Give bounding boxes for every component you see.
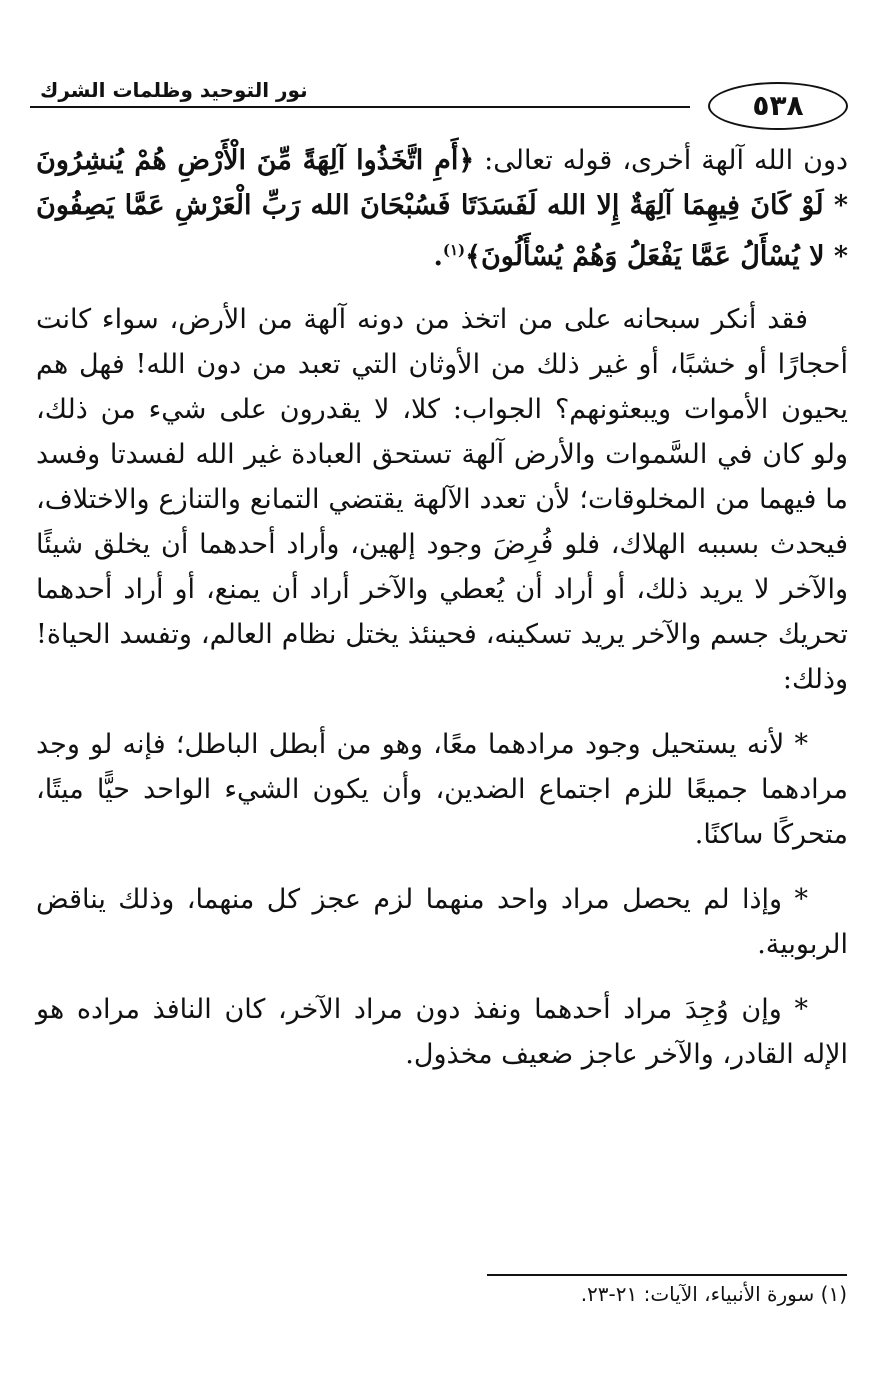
footnote: (١) سورة الأنبياء، الآيات: ٢١-٢٣. [580, 1282, 847, 1306]
point-1: * لأنه يستحيل وجود مرادهما معًا، وهو من أبطل الباطل؛ فإنه لو وجد مرادهما جميعًا للزم اجتماع الضدين، وأن يكون الشيء الواحد حيًّا ميتًا، متحركًا ساكنًا. [36, 729, 848, 850]
page-header [30, 70, 848, 130]
point-2: * وإذا لم يحصل مراد واحد منهما لزم عجز كل منهما، وذلك يناقض الربوبية. [36, 884, 848, 960]
page-body [36, 138, 848, 1097]
paragraph-1: فقد أنكر سبحانه على من اتخذ من دونه آلهة من الأرض، سواء كانت أحجارًا أو خشبًا، أو غير ذلك من الأوثان التي تعبد من دون الله! فهل هم يحيون الأموات ويبعثونهم؟ الجواب: كلا، لا يقدرون على شيء من ذلك، ولو كان في السَّموات والأرض آلهة تستحق العبادة غير الله لفسدتا وفسد ما فيهما من المخلوقات؛ لأن تعدد الآلهة يقتضي التمانع والتنازع والاختلاف، فيحدث بسببه الهلاك، فلو فُرِضَ وجود إلهين، وأراد أحدهما أن يخلق شيئًا والآخر لا يريد ذلك، أو أراد أن يُعطي والآخر أراد أن يمنع، أو أراد أحدهما تحريك جسم والآخر يريد تسكينه، فحينئذ يختل نظام العالم، وتفسد الحياة! وذلك: [36, 304, 848, 695]
verse-paragraph: دون الله آلهة أخرى، قوله تعالى: ﴿أَمِ اتَّخَذُوا آلِهَةً مِّنَ الْأَرْضِ هُمْ يُنشِرُونَ * لَوْ كَانَ فِيهِمَا آلِهَةٌ إِلا الله لَفَسَدَتَا فَسُبْحَانَ الله رَبِّ الْعَرْشِ عَمَّا يَصِفُونَ * لا يُسْأَلُ عَمَّا يَفْعَلُ وَهُمْ يُسْأَلُونَ﴾$^{(١)}$. [36, 145, 849, 272]
quran-verse: ﴿أَمِ اتَّخَذُوا آلِهَةً مِّنَ الْأَرْضِ هُمْ يُنشِرُونَ * لَوْ كَانَ فِيهِمَا آلِهَةٌ إِلا الله لَفَسَدَتَا فَسُبْحَانَ الله رَبِّ الْعَرْشِ عَمَّا يَصِفُونَ * لا يُسْأَلُ عَمَّا يَفْعَلُ وَهُمْ يُسْأَلُونَ﴾ [36, 145, 848, 272]
header-rule [30, 106, 690, 108]
page-number: ٥٣٨ [708, 82, 848, 130]
running-title: نور التوحيد وظلمات الشرك [40, 78, 308, 102]
point-3: * وإن وُجِدَ مراد أحدهما ونفذ دون مراد الآخر، كان النافذ مراده هو الإله القادر، والآخر عاجز ضعيف مخذول. [36, 994, 848, 1070]
intro-prefix: دون الله آلهة أخرى، قوله تعالى: [474, 145, 849, 176]
footnote-rule [487, 1274, 847, 1276]
footnote-reference: (١) [442, 241, 466, 259]
